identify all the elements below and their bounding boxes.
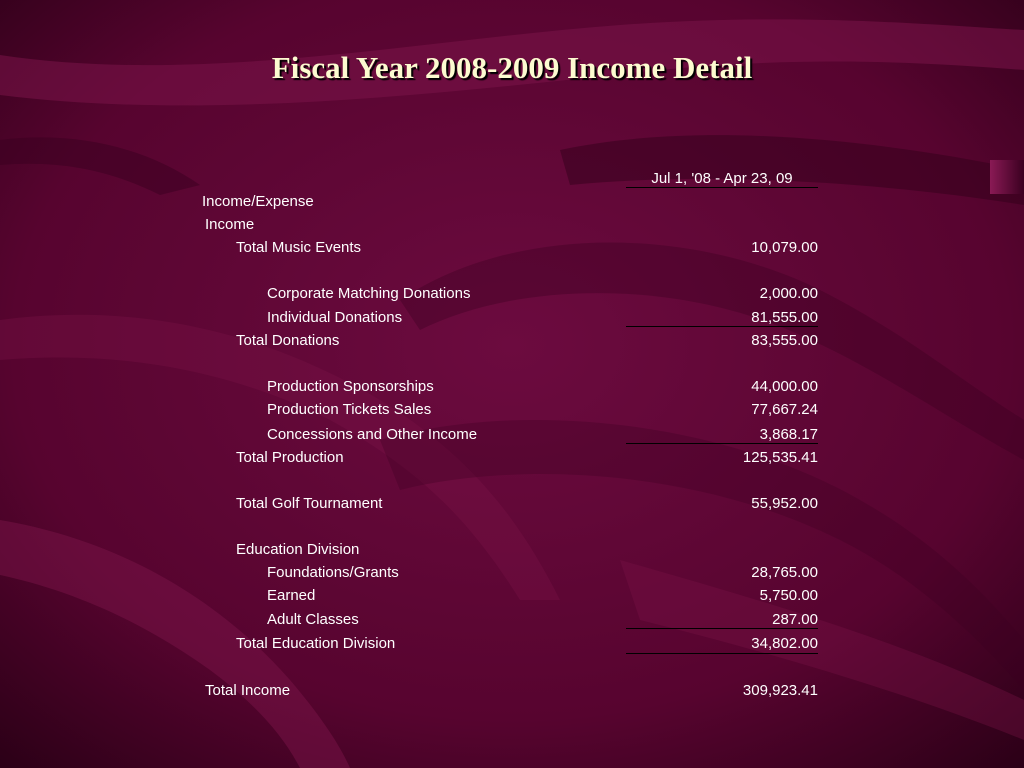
row-earned-label: Earned <box>267 587 316 604</box>
row-adult-classes-amount: 287.00 <box>772 611 818 628</box>
row-individual-donations-amount: 81,555.00 <box>751 309 818 326</box>
row-concessions-amount: 3,868.17 <box>759 426 818 443</box>
row-tickets-amount: 77,667.24 <box>751 401 818 418</box>
period-header: Jul 1, '08 - Apr 23, 09 <box>651 170 793 187</box>
row-golf-total-label: Total Golf Tournament <box>236 495 383 512</box>
row-sponsorships-label: Production Sponsorships <box>267 378 434 395</box>
row-corporate-matching-amount: 2,000.00 <box>759 285 818 302</box>
subtotal-rule <box>626 326 818 327</box>
row-foundations-label: Foundations/Grants <box>267 564 399 581</box>
row-golf-total-amount: 55,952.00 <box>751 495 818 512</box>
row-education-label: Education Division <box>236 541 360 558</box>
row-music-total-label: Total Music Events <box>236 239 362 256</box>
row-music-total-amount: 10,079.00 <box>751 239 818 256</box>
row-donations-total-label: Total Donations <box>236 332 340 349</box>
row-tickets-label: Production Tickets Sales <box>267 401 432 418</box>
row-foundations-amount: 28,765.00 <box>751 564 818 581</box>
row-income-total-label: Total Income <box>205 682 291 699</box>
row-donations-total-amount: 83,555.00 <box>751 332 818 349</box>
row-education-total-amount: 34,802.00 <box>751 635 818 652</box>
row-corporate-matching-label: Corporate Matching Donations <box>267 285 471 302</box>
row-income-label: Income <box>205 216 255 233</box>
page-title: Fiscal Year 2008-2009 Income Detail <box>271 50 753 85</box>
row-income-total-amount: 309,923.41 <box>742 682 818 699</box>
row-earned-amount: 5,750.00 <box>759 587 818 604</box>
subtotal-rule <box>626 443 818 444</box>
row-production-total-label: Total Production <box>236 449 344 466</box>
total-rule <box>626 653 818 654</box>
row-production-total-amount: 125,535.41 <box>742 449 818 466</box>
row-sponsorships-amount: 44,000.00 <box>751 378 818 395</box>
row-income-expense-label: Income/Expense <box>202 193 314 210</box>
row-concessions-label: Concessions and Other Income <box>267 426 478 443</box>
header-underline <box>626 187 818 188</box>
subtotal-rule <box>626 628 818 629</box>
row-individual-donations-label: Individual Donations <box>267 309 403 326</box>
row-adult-classes-label: Adult Classes <box>267 611 359 628</box>
row-education-total-label: Total Education Division <box>236 635 396 652</box>
